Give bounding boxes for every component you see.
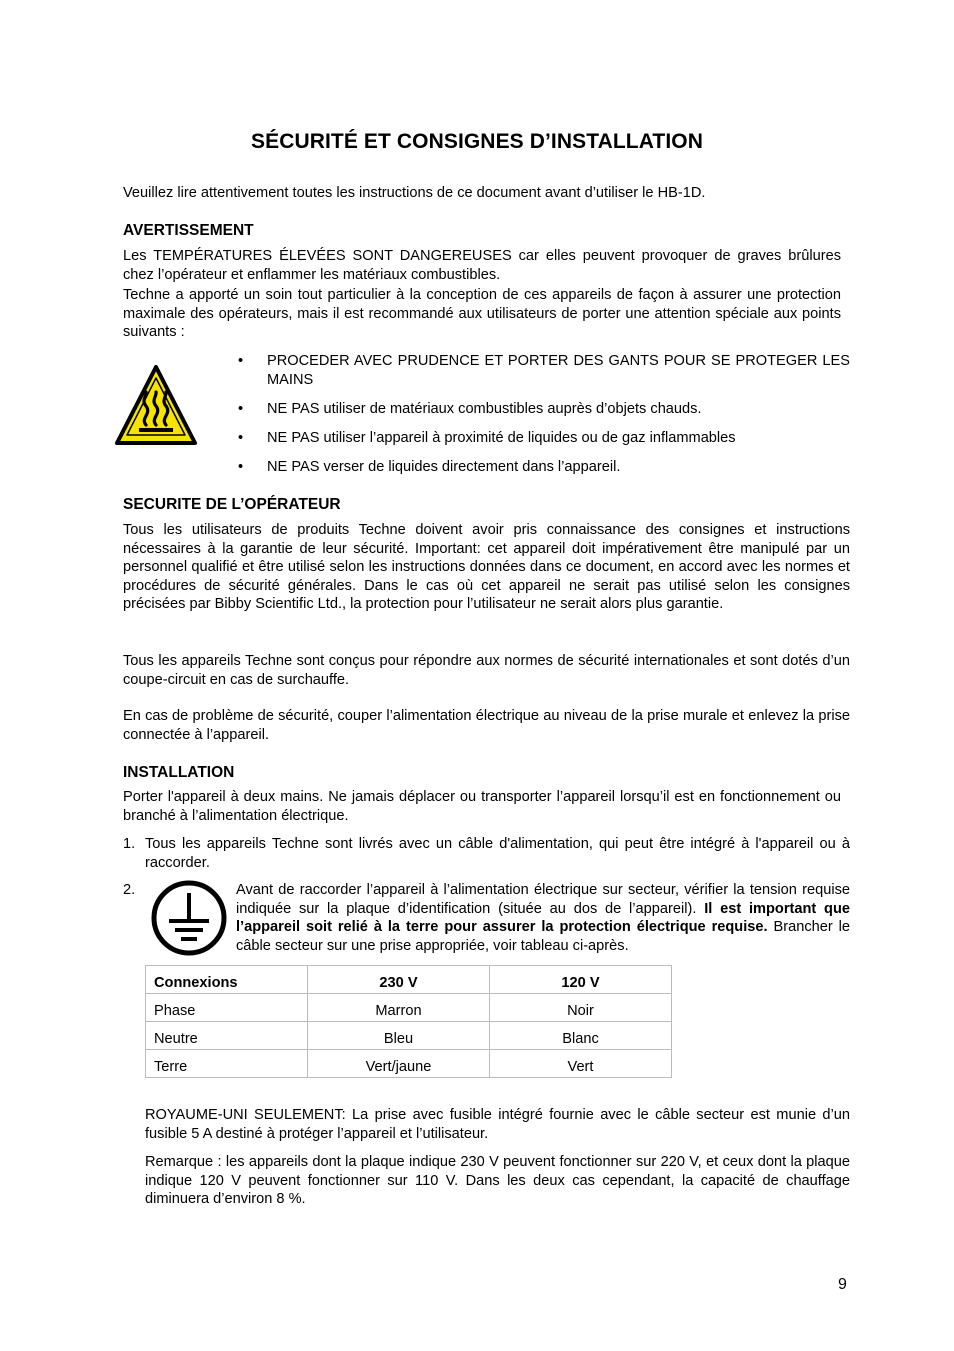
uk-only-note: ROYAUME-UNI SEULEMENT: La prise avec fusible intégré fournie avec le câble secteur est munie d’un fusible 5 A destiné à protéger l’appareil et l’utilisateur.	[145, 1107, 850, 1142]
bullet-text: NE PAS utiliser l’appareil à proximité de liquides ou de gaz inflammables	[267, 430, 736, 446]
table-row	[146, 994, 672, 1022]
bullet-text: NE PAS utiliser de matériaux combustibles auprès d’objets chauds.	[267, 401, 702, 417]
operator-paragraph-2: Tous les appareils Techne sont conçus pour répondre aux normes de sécurité internationales et sont dotés d’un coupe-circuit en cas de surchauffe.	[123, 653, 850, 688]
page-title: SÉCURITÉ ET CONSIGNES D’INSTALLATION	[250, 130, 703, 153]
connections-table	[145, 965, 672, 1078]
table-cell: Vert	[490, 1050, 672, 1078]
item-2-text: Avant de raccorder l’appareil à l’alimentation électrique sur secteur, vérifier la tension requise indiquée sur la plaque d’identification (située au dos de l’appareil).	[236, 882, 850, 917]
bullet-marker: •	[238, 401, 244, 417]
table-header-cell: 120 V	[490, 966, 672, 994]
list-number: 1.	[123, 836, 136, 852]
warning-bullet	[238, 400, 850, 420]
bullet-marker: •	[238, 459, 244, 475]
hot-surface-warning-icon	[114, 364, 198, 446]
bullet-marker: •	[238, 430, 244, 446]
item-2-text-end: Brancher le câble secteur sur une prise appropriée, voir tableau ci-après.	[236, 919, 851, 954]
table-cell: Phase	[146, 994, 308, 1022]
table-header-cell: Connexions	[146, 966, 308, 994]
warning-bullet	[238, 352, 850, 392]
bullet-text: NE PAS verser de liquides directement dans l’appareil.	[267, 459, 621, 475]
installation-item-2	[236, 881, 850, 955]
table-cell: Blanc	[490, 1022, 672, 1050]
table-header-row	[146, 966, 672, 994]
operator-safety-heading: SECURITE DE L’OPÉRATEUR	[123, 496, 341, 513]
table-cell: Bleu	[308, 1022, 490, 1050]
earth-ground-icon	[150, 879, 228, 957]
table-header-cell: 230 V	[308, 966, 490, 994]
table-cell: Vert/jaune	[308, 1050, 490, 1078]
table-row	[146, 1050, 672, 1078]
page-number: 9	[838, 1276, 847, 1293]
table-cell: Noir	[490, 994, 672, 1022]
intro-text: Veuillez lire attentivement toutes les instructions de ce document avant d’utiliser le HB-1D.	[123, 185, 706, 201]
operator-paragraph-3: En cas de problème de sécurité, couper l’alimentation électrique au niveau de la prise murale et enlevez la prise connectée à l’appareil.	[123, 708, 850, 743]
table-row	[146, 1022, 672, 1050]
installation-heading: INSTALLATION	[123, 764, 235, 781]
installation-paragraph: Porter l'appareil à deux mains. Ne jamais déplacer ou transporter l’appareil lorsqu’il est en fonctionnement ou branché à l’alimentation électrique.	[123, 789, 841, 824]
warning-bullet	[238, 458, 850, 478]
installation-item-1: Tous les appareils Techne sont livrés avec un câble d'alimentation, qui peut être intégré à l'appareil ou à raccorder.	[145, 836, 850, 871]
table-cell: Marron	[308, 994, 490, 1022]
warning-bullet	[238, 429, 850, 449]
warning-paragraph-1: Les TEMPÉRATURES ÉLEVÉES SONT DANGEREUSES car elles peuvent provoquer de graves brûlures chez l’opérateur et enflammer les matériaux combustibles.	[123, 248, 841, 283]
list-number: 2.	[123, 882, 136, 898]
warning-heading: AVERTISSEMENT	[123, 222, 254, 239]
voltage-remark: Remarque : les appareils dont la plaque indique 230 V peuvent fonctionner sur 220 V, et ceux dont la plaque indique 120 V peuvent fonctionner sur 110 V. Dans les deux cas cependant, la capacité de chauffage diminuera d’environ 8 %.	[145, 1154, 850, 1207]
table-cell: Neutre	[146, 1022, 308, 1050]
bullet-marker: •	[238, 353, 244, 369]
warning-paragraph-2: Techne a apporté un soin tout particulier à la conception de ces appareils de façon à assurer une protection maximale des opérateurs, mais il est recommandé aux utilisateurs de porter une attention spéciale aux points suivants :	[123, 287, 841, 340]
operator-paragraph-1: Tous les utilisateurs de produits Techne doivent avoir pris connaissance des consignes et instructions nécessaires à la garantie de leur sécurité. Important: cet appareil doit impérativement être manipulé par un personnel qualifié et être utilisé selon les instructions données dans ce document, en accord avec les normes et procédures de sécurité générales. Dans le cas où cet appareil ne serait pas utilisé selon les consignes précisées par Bibby Scientific Ltd., la protection pour l’utilisateur ne serait alors plus garantie.	[123, 522, 850, 612]
table-cell: Terre	[146, 1050, 308, 1078]
item-2-bold-text: Il est important que l’appareil soit relié à la terre pour assurer la protection électrique requise.	[236, 900, 851, 935]
bullet-text: PROCEDER AVEC PRUDENCE ET PORTER DES GANTS POUR SE PROTEGER LES MAINS	[267, 353, 850, 388]
